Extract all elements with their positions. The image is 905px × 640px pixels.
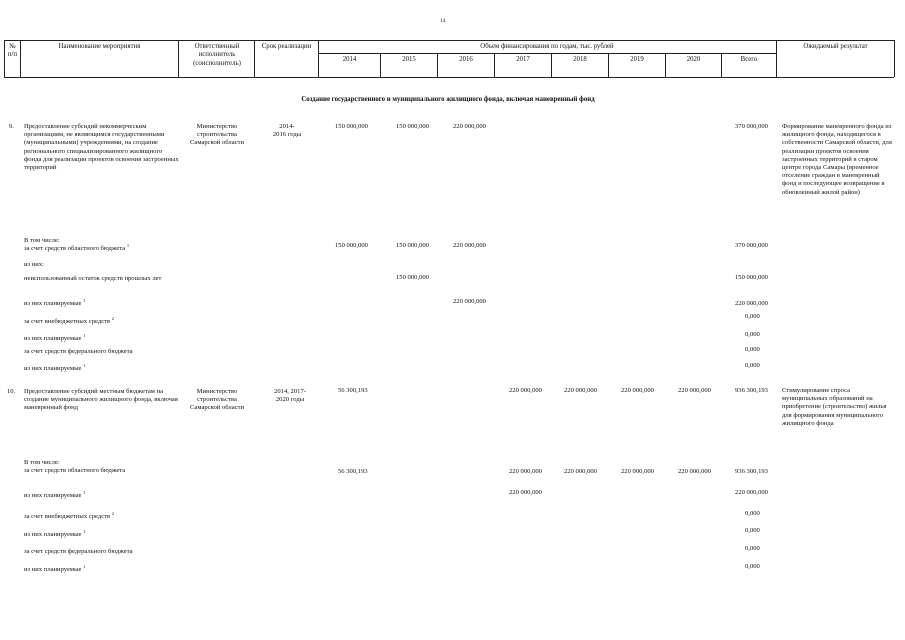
item-9-regional-2014: 150 000,000: [335, 242, 368, 249]
item-10-regional-2020: 220 000,000: [678, 468, 711, 475]
item-9-unused-2015: 150 000,000: [396, 274, 429, 281]
item-9-planned1-label: из них планируемые $^1$: [24, 297, 86, 307]
item-10-regional-label: за счет средств областного бюджета: [24, 467, 126, 474]
item-10-2018: 220 000,000: [564, 387, 597, 394]
item-10-total: 936 300,193: [735, 387, 768, 394]
header-result: Ожидаемый результат: [803, 43, 868, 50]
header-term: Срок реализации: [261, 43, 312, 50]
item-10-planned2-total: 0,000: [745, 527, 760, 534]
header-year-2016: 2016: [459, 56, 473, 63]
item-10-2014: 56 300,193: [338, 387, 368, 394]
item-10-responsible: Министерство строительства Самарской области: [190, 388, 244, 412]
item-9-planned2-total: 0,000: [745, 331, 760, 338]
item-10-planned3-total: 0,000: [745, 563, 760, 570]
item-9-planned2-label: из них планируемые $^1$: [24, 332, 86, 342]
item-9-extrabudget-label: за счет внебюджетных средств $^2$: [24, 315, 115, 325]
item-10-2020: 220 000,000: [678, 387, 711, 394]
item-9-regional-2016: 220 000,000: [453, 242, 486, 249]
item-9-2015: 150 000,000: [396, 123, 429, 130]
item-10-federal-label: за счет средств федерального бюджета: [24, 548, 133, 555]
item-9-2014: 150 000,000: [335, 123, 368, 130]
item-10-result: Стимулирование спроса муниципальных образований на приобретение (строительство) жилья для формирования муниципального жилищного фонда: [782, 387, 887, 427]
item-10-2019: 220 000,000: [621, 387, 654, 394]
item-10-extrabudget-label: за счет внебюджетных средств $^2$: [24, 510, 115, 520]
item-10-regional-2018: 220 000,000: [564, 468, 597, 475]
item-9-federal-label: за счет средств федерального бюджета: [24, 348, 133, 355]
item-9-regional-total: 370 000,000: [735, 242, 768, 249]
item-9-num: 9.: [9, 123, 14, 130]
item-9-unused-total: 150 000,000: [735, 274, 768, 281]
item-9-name: Предоставление субсидий некоммерческим организациям, не являющимся государственными (муниципальными) учреждениями, на создание регионального специализированного жилищного фонда для реализации проектов освоения застроенных территорий: [24, 123, 179, 172]
item-10-term: 2014, 2017- 2020 годы: [274, 388, 306, 404]
header-name: Наименование мероприятия: [58, 43, 141, 50]
section-title: Создание государственного и муниципального жилищного фонда, включая маневренный фонд: [301, 96, 595, 103]
header-total: Всего: [740, 56, 758, 63]
item-10-planned1-total: 220 000,000: [735, 489, 768, 496]
header-year-2019: 2019: [630, 56, 644, 63]
item-10-num: 10.: [7, 388, 16, 395]
item-9-responsible: Министерство строительства Самарской области: [190, 123, 244, 147]
item-9-total: 370 000,000: [735, 123, 768, 130]
item-10-extrabudget-total: 0,000: [745, 510, 760, 517]
page-number: 14: [440, 18, 446, 24]
item-10-including: В том числе:: [24, 459, 60, 466]
item-9-federal-total: 0,000: [745, 346, 760, 353]
header-year-2020: 2020: [686, 56, 701, 63]
item-9-planned3-label: из них планируемые $^1$: [24, 362, 86, 372]
item-10-regional-total: 936 300,193: [735, 468, 768, 475]
item-10-planned2-label: из них планируемые $^1$: [24, 528, 86, 538]
header-year-2017: 2017: [516, 56, 530, 63]
item-9-extrabudget-total: 0,000: [745, 313, 760, 320]
item-9-planned3-total: 0,000: [745, 362, 760, 369]
header-responsible: Ответственный исполнитель (соисполнитель): [193, 43, 241, 67]
item-10-regional-2014: 56 300,193: [338, 468, 368, 475]
item-9-planned1-2016: 220 000,000: [453, 298, 486, 305]
header-year-2015: 2015: [402, 56, 416, 63]
item-10-name: Предоставление субсидий местным бюджетам на создание муниципального жилищного фонда, включая маневренный фонд: [24, 388, 178, 412]
item-9-of-them: из них:: [24, 261, 44, 268]
header-funding-title: Объем финансирования по годам, тыс. рублей: [480, 43, 614, 50]
item-10-federal-total: 0,000: [745, 545, 760, 552]
item-9-result: Формирование маневренного фонда из жилищного фонда, находящегося в собственности Самарской области, для реализации проектов освоения застроенных территорий в старом центре города Самары (временное отселение граждан в маневренный фонд и последующее возвращение в обновленный жилой район): [782, 123, 892, 196]
item-10-regional-2019: 220 000,000: [621, 468, 654, 475]
item-10-planned3-label: из них планируемые $^1$: [24, 563, 86, 573]
item-9-regional-label: за счет средств областного бюджета $^1$: [24, 242, 130, 252]
item-9-term: 2014- 2016 годы: [272, 123, 302, 139]
item-10-2017: 220 000,000: [509, 387, 542, 394]
header-year-2018: 2018: [573, 56, 587, 63]
item-10-regional-2017: 220 000,000: [509, 468, 542, 475]
item-9-regional-2015: 150 000,000: [396, 242, 429, 249]
item-9-planned1-total: 220 000,000: [735, 300, 768, 307]
header-year-2014: 2014: [342, 56, 357, 63]
item-9-unused-label: неиспользованный остаток средств прошлых лет: [24, 275, 162, 282]
item-10-planned1-label: из них планируемые $^1$: [24, 489, 86, 499]
header-num: № п/п: [7, 43, 18, 59]
item-9-including: В том числе:: [24, 237, 60, 244]
item-10-planned1-2017: 220 000,000: [509, 489, 542, 496]
item-9-2016: 220 000,000: [453, 123, 486, 130]
